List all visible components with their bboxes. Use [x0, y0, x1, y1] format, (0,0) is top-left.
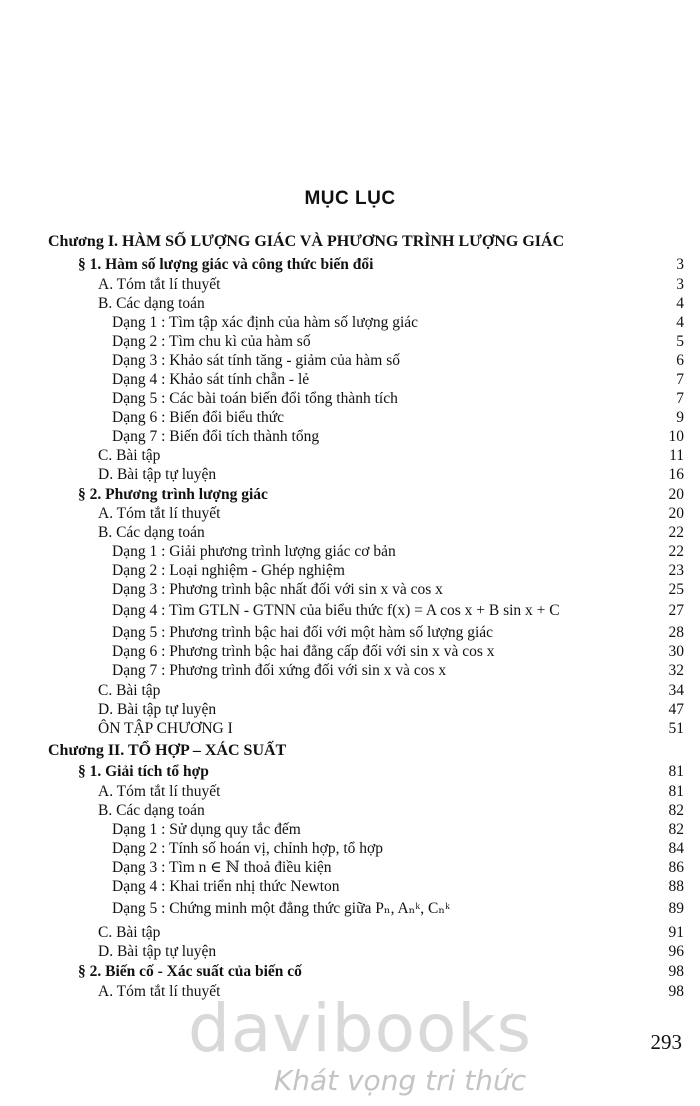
toc-entry-page: 28	[668, 624, 684, 641]
toc-entry-label: § 1. Giải tích tổ hợp	[78, 763, 209, 780]
toc-entry-page: 82	[668, 821, 684, 838]
toc-entry-page: 3	[676, 256, 684, 273]
toc-entry-label: A. Tóm tắt lí thuyết	[98, 983, 221, 1000]
toc-entry-page: 98	[668, 963, 684, 980]
toc-entry-label: B. Các dạng toán	[98, 802, 205, 819]
toc-entry-page: 51	[668, 720, 684, 737]
toc-entry-label: A. Tóm tắt lí thuyết	[98, 505, 221, 522]
toc-entry-page: 25	[668, 581, 684, 598]
toc-entry-label: Dạng 2 : Tìm chu kì của hàm số	[112, 333, 311, 350]
toc-entry-label: § 1. Hàm số lượng giác và công thức biến đổi	[78, 256, 374, 273]
toc-entry-page: 88	[668, 878, 684, 895]
toc-entry-label: Chương II. TỔ HỢP – XÁC SUẤT	[48, 742, 287, 759]
toc-entry-page: 96	[668, 943, 684, 960]
toc-entry-label: Dạng 4 : Tìm GTLN - GTNN của biểu thức f(x) = A cos x + B sin x + C	[112, 602, 560, 619]
toc-entry-label: A. Tóm tắt lí thuyết	[98, 276, 221, 293]
toc-entry-label: Dạng 6 : Biến đổi biểu thức	[112, 409, 284, 426]
toc-entry-page: 27	[668, 602, 684, 619]
toc-entry-page: 84	[668, 840, 684, 857]
toc-entry-page: 34	[668, 682, 684, 699]
toc-entry-page: 47	[668, 701, 684, 718]
toc-entry-label: Dạng 7 : Phương trình đối xứng đối với sin x và cos x	[112, 662, 447, 679]
toc-entry-page: 20	[668, 486, 684, 503]
toc-entry-page: 82	[668, 802, 684, 819]
toc-entry-label: Dạng 2 : Tính số hoán vị, chỉnh hợp, tổ hợp	[112, 840, 383, 857]
toc-entry-label: C. Bài tập	[98, 447, 161, 464]
toc-entry-page: 81	[668, 783, 684, 800]
toc-entry-page: 32	[668, 662, 684, 679]
toc-entry-label: C. Bài tập	[98, 682, 161, 699]
toc-entry-page: 89	[668, 900, 684, 917]
toc-entry-page: 7	[676, 371, 684, 388]
toc-entry-label: Dạng 4 : Khai triển nhị thức Newton	[112, 878, 340, 895]
toc-entry-page: 7	[676, 390, 684, 407]
toc-entry-page: 30	[668, 643, 684, 660]
toc-entry-page: 98	[668, 983, 684, 1000]
toc-entry-label: Dạng 2 : Loại nghiệm - Ghép nghiệm	[112, 562, 345, 579]
toc-entry-page: 91	[668, 924, 684, 941]
watermark-brand: davibooks	[188, 990, 532, 1067]
toc-entry-page: 10	[668, 428, 684, 445]
page-title: MỤC LỤC	[304, 188, 396, 209]
watermark-slogan: Khát vọng tri thức	[273, 1064, 527, 1097]
toc-entry-page: 9	[676, 409, 684, 426]
toc-entry-label: Dạng 5 : Chứng minh một đẳng thức giữa Pₙ, Aₙᵏ, Cₙᵏ	[112, 900, 450, 917]
toc-entry-label: Dạng 6 : Phương trình bậc hai đẳng cấp đối với sin x và cos x	[112, 643, 495, 660]
toc-entry-page: 11	[669, 447, 684, 464]
toc-entry-label: Dạng 1 : Giải phương trình lượng giác cơ bản	[112, 543, 396, 560]
toc-entry-label: C. Bài tập	[98, 924, 161, 941]
toc-entry-page: 4	[676, 314, 684, 331]
toc-entry-label: D. Bài tập tự luyện	[98, 943, 217, 960]
toc-entry-page: 16	[668, 466, 684, 483]
toc-entry-label: Dạng 3 : Tìm n ∈ ℕ thoả điều kiện	[112, 859, 332, 876]
toc-entry-label: § 2. Phương trình lượng giác	[78, 486, 268, 503]
toc-entry-page: 22	[668, 543, 684, 560]
toc-entry-label: A. Tóm tắt lí thuyết	[98, 783, 221, 800]
toc-entry-label: Dạng 5 : Phương trình bậc hai đối với một hàm số lượng giác	[112, 624, 494, 641]
toc-entry-label: § 2. Biến cố - Xác suất của biến cố	[78, 963, 302, 980]
toc-entry-page: 22	[668, 524, 684, 541]
toc-entry-label: Dạng 5 : Các bài toán biến đổi tổng thành tích	[112, 390, 398, 407]
toc-entry-label: Dạng 4 : Khảo sát tính chẵn - lẻ	[112, 371, 310, 388]
toc-entry-page: 3	[676, 276, 684, 293]
toc-entry-label: Dạng 1 : Sử dụng quy tắc đếm	[112, 821, 301, 838]
toc-entry-label: Chương I. HÀM SỐ LƯỢNG GIÁC VÀ PHƯƠNG TRÌNH LƯỢNG GIÁC	[48, 233, 565, 250]
toc-entry-page: 86	[668, 859, 684, 876]
toc-entry-label: Dạng 7 : Biến đổi tích thành tổng	[112, 428, 320, 445]
toc-entry-page: 81	[668, 763, 684, 780]
toc-entry-page: 20	[668, 505, 684, 522]
toc-entry-label: Dạng 3 : Phương trình bậc nhất đối với sin x và cos x	[112, 581, 443, 598]
toc-entry-page: 6	[676, 352, 684, 369]
toc-entry-page: 23	[668, 562, 684, 579]
page-number: 293	[650, 1030, 682, 1054]
toc-entry-page: 5	[676, 333, 684, 350]
toc-entry-label: Dạng 3 : Khảo sát tính tăng - giảm của hàm số	[112, 352, 400, 369]
toc-entry-label: D. Bài tập tự luyện	[98, 466, 217, 483]
toc-entry-label: B. Các dạng toán	[98, 524, 205, 541]
toc-entry-label: D. Bài tập tự luyện	[98, 701, 217, 718]
toc-entry-page: 4	[676, 295, 684, 312]
toc-entry-label: ÔN TẬP CHƯƠNG I	[98, 720, 233, 737]
toc-entry-label: Dạng 1 : Tìm tập xác định của hàm số lượng giác	[112, 314, 419, 331]
toc-entry-label: B. Các dạng toán	[98, 295, 205, 312]
